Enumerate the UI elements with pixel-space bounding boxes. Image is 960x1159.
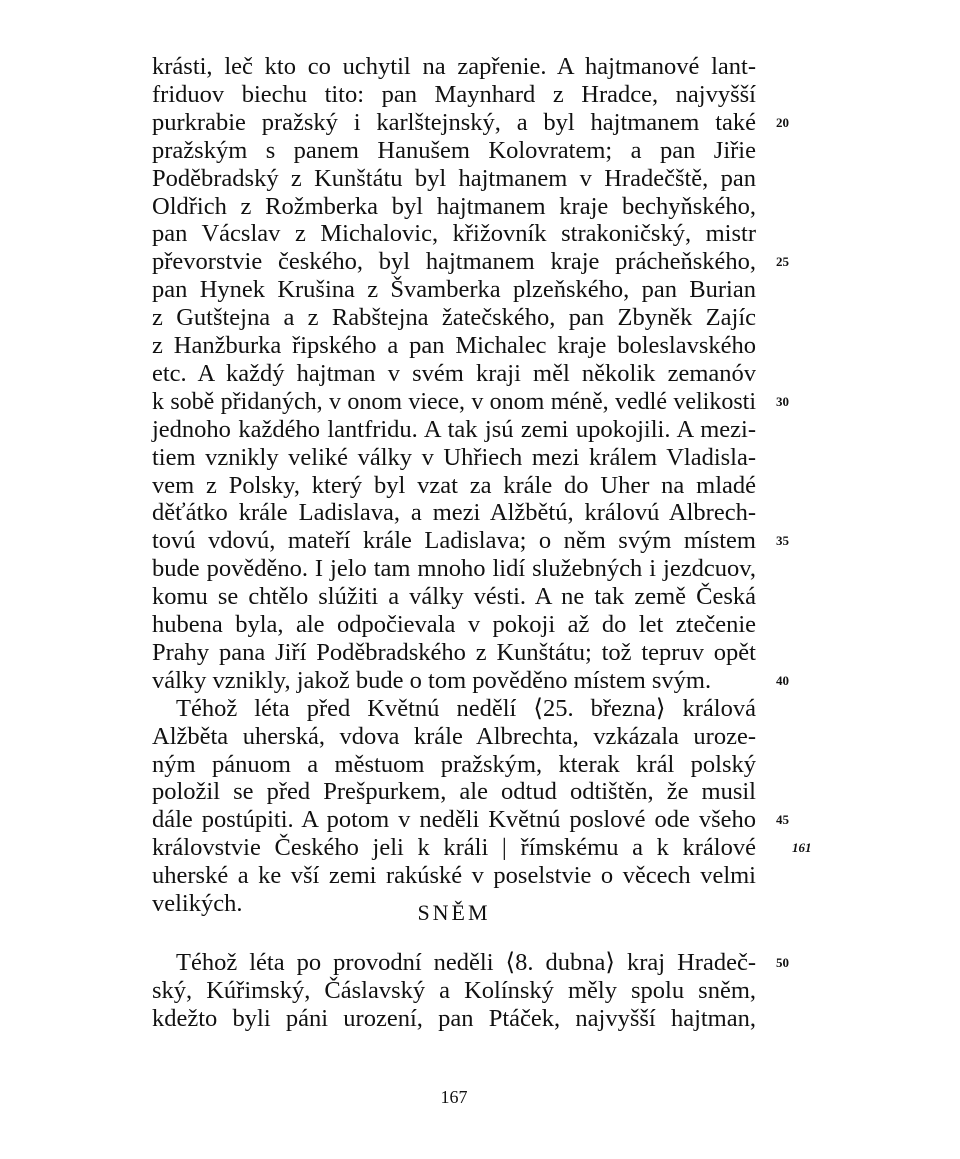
text-line: uherské a ke vší zemi rakúské v poselstvie o věcech velmi (152, 862, 756, 890)
text-line: bude pověděno. I jelo tam mnoho lidí služebných i jezdcuov, (152, 555, 756, 583)
text-line: friduov biechu tito: pan Maynhard z Hradce, najvyšší (152, 80, 756, 108)
text-line: tovú vdovú, mateří krále Ladislava; o něm svým místem (152, 527, 756, 555)
text-line: krásti, leč kto co uchytil na zapřenie. A hajtmanové lant- (152, 53, 756, 80)
text-line: dále postúpiti. A potom v neděli Květnú poslové ode všeho (152, 806, 756, 834)
line-number-marker: 40 (776, 672, 789, 688)
text-line: královstvie Českého jeli k králi | římskému a k králové (152, 834, 756, 862)
text-line: války vznikly, jakož bude o tom pověděno místem svým. (152, 666, 712, 694)
text-line: Prahy pana Jiří Poděbradského z Kunštátu; tož tepruv opět (152, 638, 756, 666)
text-line: pan Hynek Krušina z Švamberka plzeňského, pan Burian (152, 276, 756, 304)
text-line: ský, Kúřimský, Čáslavský a Kolínský měly spolu sněm, (152, 976, 756, 1004)
text-line: velikých. (152, 890, 243, 917)
text-line: děťátko krále Ladislava, a mezi Alžbětú, královú Albrech- (152, 499, 756, 527)
text-line: převorstvie českého, byl hajtmanem kraje prácheňského, (152, 248, 756, 276)
text-line: z Hanžburka řipského a pan Michalec kraje boleslavského (152, 332, 756, 359)
text-line: Oldřich z Rožmberka byl hajtmanem kraje bechyňského, (152, 192, 756, 220)
text-line: jednoho každého lantfridu. A tak jsú zemi upokojili. A mezi- (152, 415, 756, 443)
line-number-marker: 50 (776, 955, 789, 970)
line-number-marker: 45 (776, 812, 789, 828)
line-number-marker: 30 (776, 393, 789, 409)
text-line: komu se chtělo slúžiti a války vésti. A ne tak země Česká (152, 583, 756, 611)
text-line: Téhož léta před Květnú nedělí ⟨25. března⟩ králová (176, 694, 756, 722)
text-line: Alžběta uherská, vdova krále Albrechta, vzkázala uroze- (152, 722, 756, 750)
line-number-marker: 35 (776, 533, 789, 549)
line-number-marker: 20 (776, 114, 789, 130)
text-line: pan Vácslav z Michalovic, křižovník strakoničský, mistr (152, 220, 756, 248)
folio-marker: 161 (792, 840, 812, 856)
text-line: položil se před Prešpurkem, ale odtud odtištěn, že musil (152, 778, 756, 806)
text-line: purkrabie pražský i karlštejnský, a byl hajtmanem také (152, 108, 756, 136)
text-line: vem z Polsky, který byl vzat za krále do Uher na mladé (152, 471, 756, 499)
page-number: 167 (440, 1087, 468, 1107)
text-line: ným pánuom a městuom pražským, kterak král polský (152, 750, 756, 778)
text-line: tiem vznikly veliké války v Uhřiech mezi králem Vladisla- (152, 443, 756, 471)
text-line: z Gutštejna a z Rabštejna žatečského, pan Zbyněk Zajíc (152, 304, 756, 332)
text-line: Téhož léta po provodní neděli ⟨8. dubna⟩ kraj Hradeč- (176, 949, 756, 976)
text-line: etc. A každý hajtman v svém kraji měl několik zemanóv (152, 359, 756, 387)
line-number-marker: 25 (776, 254, 789, 270)
text-line: pražským s panem Hanušem Kolovratem; a pan Jiřie (152, 136, 756, 164)
section-heading: SNĚM (417, 900, 491, 925)
text-line: hubena byla, ale odpočievala v pokoji až do let ztečenie (152, 611, 756, 638)
text-line: k sobě přidaných, v onom viece, v onom méně, vedlé velikosti (152, 388, 756, 415)
text-line: kdežto byli páni urození, pan Ptáček, najvyšší hajtman, (152, 1004, 756, 1032)
text-line: Poděbradský z Kunštátu byl hajtmanem v Hradečště, pan (152, 164, 756, 192)
